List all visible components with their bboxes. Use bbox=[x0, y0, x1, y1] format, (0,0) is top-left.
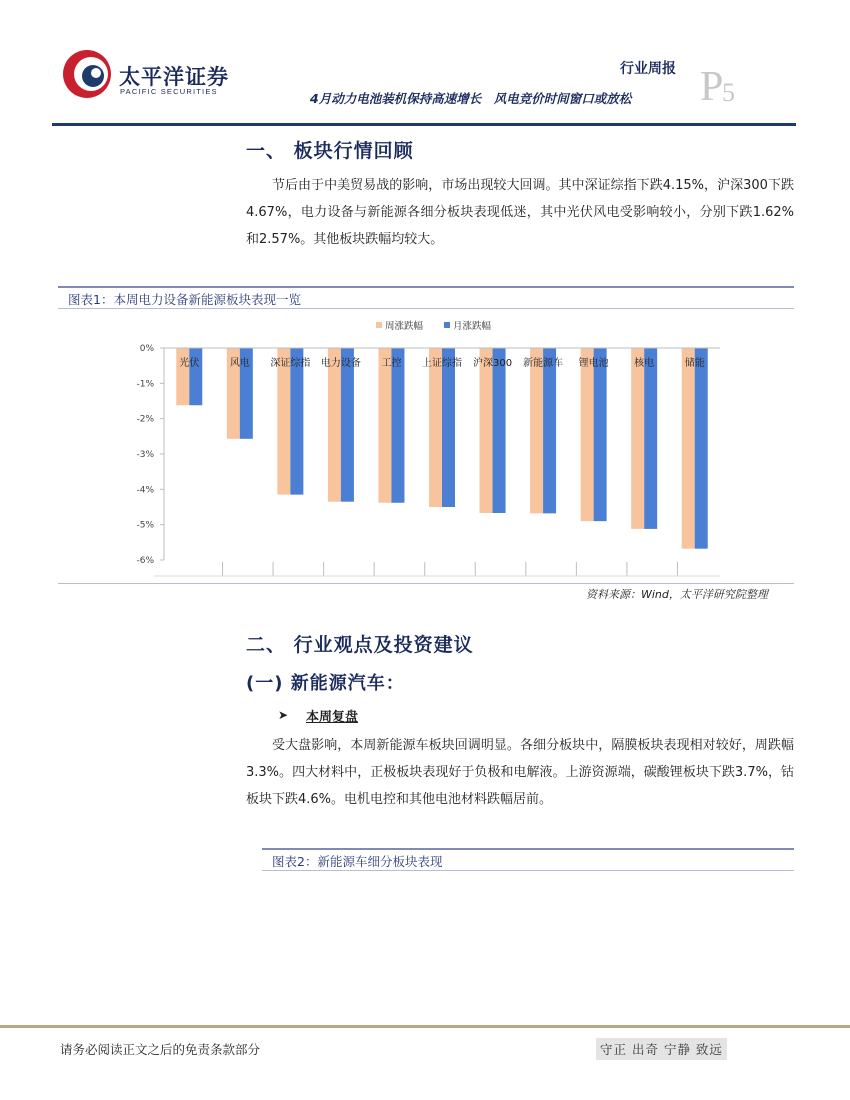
category-label: 工控 bbox=[381, 358, 402, 369]
bar-monthly bbox=[391, 348, 404, 503]
legend-label: 月涨跌幅 bbox=[453, 321, 492, 332]
figure1-source: 资料来源：Wind，太平洋研究院整理 bbox=[586, 588, 768, 601]
figure2-title-bar bbox=[262, 848, 794, 871]
bar-monthly bbox=[493, 348, 506, 513]
category-label: 光伏 bbox=[179, 358, 200, 369]
company-logo-icon bbox=[60, 44, 114, 100]
arrow-bullet-icon: ➤ bbox=[278, 708, 289, 722]
bar-weekly bbox=[176, 348, 189, 405]
figure1-bottom-rule bbox=[58, 583, 794, 584]
figure1-title-bar bbox=[58, 286, 794, 309]
section2-paragraph: 受大盘影响，本周新能源车板块回调明显。各细分板块中，隔膜板块表现相对较好，周跌幅3.3%。四大材料中，正极板块表现好于负极和电解液。上游资源端，碳酸锂板块下跌3.7%，钴板块下跌4.6%。电机电控和其他电池材料跌幅居前。 bbox=[246, 738, 794, 807]
bar-monthly bbox=[290, 348, 303, 495]
section2-subtitle: (一) 新能源汽车： bbox=[246, 673, 405, 694]
category-label: 储能 bbox=[684, 358, 705, 369]
bullet-label: 本周复盘 bbox=[306, 710, 359, 725]
section2-title: 二、 行业观点及投资建议 bbox=[246, 634, 474, 656]
legend-swatch bbox=[376, 322, 382, 328]
category-label: 新能源车 bbox=[523, 358, 564, 369]
bar-monthly bbox=[543, 348, 556, 513]
category-label: 核电 bbox=[634, 358, 655, 369]
bar-monthly bbox=[644, 348, 657, 529]
bar-monthly bbox=[594, 348, 607, 521]
section1-title: 一、 板块行情回顾 bbox=[246, 140, 414, 162]
y-tick-label: -5% bbox=[136, 520, 154, 531]
page-number: 5 bbox=[722, 78, 735, 107]
category-label: 上证综指 bbox=[422, 358, 462, 369]
legend-swatch bbox=[444, 322, 450, 328]
y-tick-label: -2% bbox=[136, 414, 154, 425]
bar-weekly bbox=[631, 348, 644, 529]
bar-weekly bbox=[480, 348, 493, 513]
category-label: 锂电池 bbox=[578, 358, 609, 369]
figure1-bar-chart bbox=[58, 310, 794, 582]
bar-weekly bbox=[581, 348, 594, 521]
bar-monthly bbox=[341, 348, 354, 502]
bar-monthly bbox=[189, 348, 202, 405]
bar-weekly bbox=[378, 348, 391, 503]
category-label: 沪深300 bbox=[472, 358, 513, 369]
bar-monthly bbox=[442, 348, 455, 507]
company-name-cn: 太平洋证券 bbox=[119, 65, 229, 89]
y-tick-label: -6% bbox=[136, 556, 154, 566]
figure2-title: 图表2：新能源车细分板块表现 bbox=[272, 854, 443, 869]
y-tick-label: -3% bbox=[136, 450, 154, 460]
footer-motto: 守正 出奇 宁静 致远 bbox=[596, 1038, 727, 1060]
header-divider bbox=[52, 123, 796, 126]
page-prefix: P bbox=[700, 64, 724, 110]
y-tick-label: 0% bbox=[139, 344, 154, 354]
footer-disclaimer: 请务必阅读正文之后的免责条款部分 bbox=[60, 1042, 261, 1057]
footer-divider bbox=[0, 1025, 850, 1028]
figure1-title: 图表1：本周电力设备新能源板块表现一览 bbox=[68, 292, 301, 307]
category-label: 风电 bbox=[229, 358, 250, 369]
report-type: 行业周报 bbox=[620, 61, 676, 77]
y-tick-label: -1% bbox=[136, 379, 154, 390]
y-tick-label: -4% bbox=[136, 485, 154, 496]
company-name-en: PACIFIC SECURITIES bbox=[120, 87, 218, 96]
legend-label: 周涨跌幅 bbox=[385, 321, 424, 332]
bar-weekly bbox=[682, 348, 695, 549]
bar-monthly bbox=[695, 348, 708, 549]
bar-weekly bbox=[530, 348, 543, 513]
category-label: 电力设备 bbox=[320, 358, 361, 369]
category-label: 深证综指 bbox=[270, 358, 311, 369]
section1-paragraph: 节后由于中美贸易战的影响，市场出现较大回调。其中深证综指下跌4.15%，沪深300下跌4.67%，电力设备与新能源各细分板块表现低迷，其中光伏风电受影响较小，分别下跌1.62%和2.57%。其他板块跌幅均较大。 bbox=[246, 178, 794, 247]
report-title: 4月动力电池装机保持高速增长 风电竞价时间窗口或放松 bbox=[310, 91, 632, 106]
bar-weekly bbox=[429, 348, 442, 507]
bar-weekly bbox=[328, 348, 341, 502]
bar-weekly bbox=[277, 348, 290, 495]
